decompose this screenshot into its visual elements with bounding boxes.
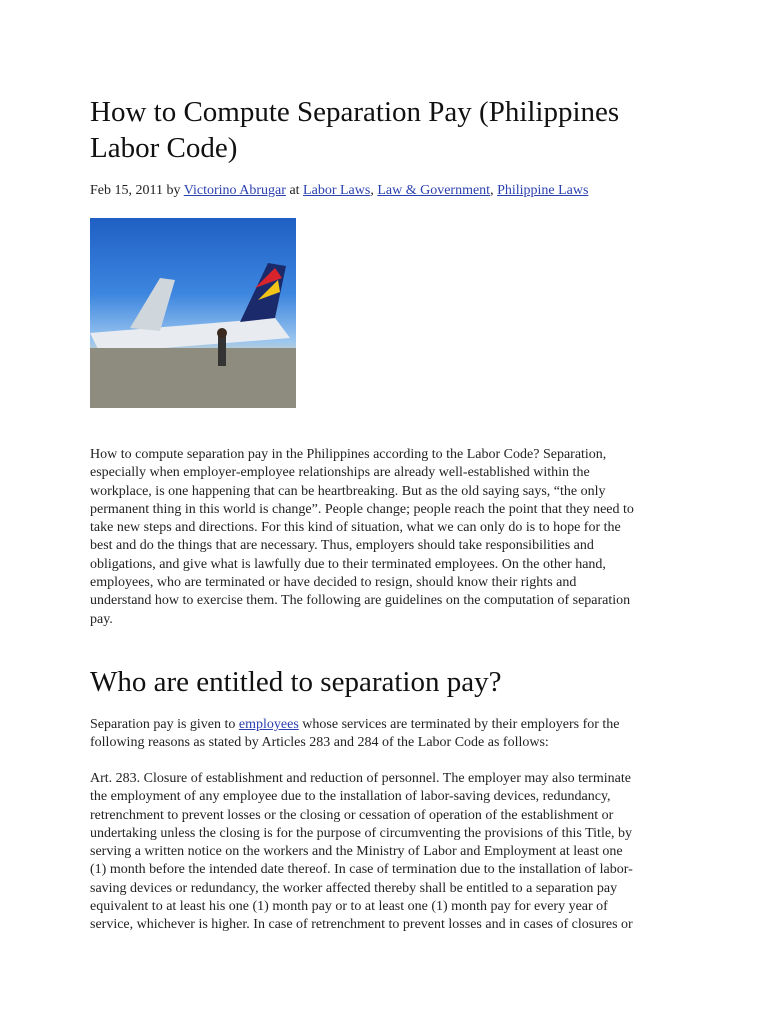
text-line: best and do the things that are necessary. Thus, employers should take responsibilities and xyxy=(90,538,594,554)
text-line xyxy=(90,716,620,734)
meta-text: by xyxy=(162,183,184,198)
intro-paragraph xyxy=(90,446,634,629)
category-link[interactable]: Philippine Laws xyxy=(497,183,589,198)
title-line: How to Compute Separation Pay (Philippines xyxy=(90,96,620,128)
text-line: (1) month before the intended date thereof. In case of termination due to the installation of labor- xyxy=(90,862,633,878)
text: Separation pay is given to xyxy=(90,717,239,732)
meta-text: at xyxy=(285,183,304,198)
post-meta xyxy=(90,183,588,199)
section-heading: Who are entitled to separation pay? xyxy=(90,666,502,698)
category-link[interactable]: Labor Laws xyxy=(303,183,371,198)
text-line: understand how to exercise them. The following are guidelines on the computation of separation xyxy=(90,593,631,609)
text-line: undertaking unless the closing is for the purpose of circumventing the provisions of this Title, by xyxy=(90,825,633,841)
text-line: equivalent to at least his one (1) month pay or to at least one (1) month pay for every year of xyxy=(90,899,608,915)
text-line: workplace, is one happening that can be heartbreaking. But as the old saying says, “the only xyxy=(90,483,606,499)
text-line: serving a written notice on the workers and the Ministry of Labor and Employment at least one xyxy=(90,844,623,860)
author-link[interactable]: Victorino Abrugar xyxy=(183,183,286,198)
text-line: following reasons as stated by Articles 283 and 284 of the Labor Code as follows: xyxy=(90,735,549,751)
text-line: the employment of any employee due to the installation of labor-saving devices, redundancy, xyxy=(90,789,611,805)
text-line: Art. 283. Closure of establishment and reduction of personnel. The employer may also terminate xyxy=(90,771,631,786)
text-line: pay. xyxy=(90,611,113,627)
text-line: saving devices or redundancy, the worker affected thereby shall be entitled to a separation pay xyxy=(90,880,618,896)
text-line: obligations, and give what is lawfully due to their terminated employees. On the other hand, xyxy=(90,556,606,572)
title-line: Labor Code) xyxy=(90,132,238,164)
page-title xyxy=(90,94,690,166)
airplane-icon xyxy=(90,218,296,408)
text-line: employees, who are terminated or have decided to resign, should know their rights and xyxy=(90,575,577,591)
entitled-paragraph xyxy=(90,716,620,753)
text-line: How to compute separation pay in the Philippines according to the Labor Code? Separation, xyxy=(90,447,607,462)
post-date: Feb 15, 2011 xyxy=(90,183,163,198)
airplane-photo xyxy=(90,218,296,408)
meta-text: , xyxy=(490,183,498,198)
article-283-paragraph xyxy=(90,770,633,935)
text-line: retrenchment to prevent losses or the closing or cessation of operation of the establishment or xyxy=(90,807,614,823)
text-line: service, whichever is higher. In case of retrenchment to prevent losses and in cases of closures or xyxy=(90,917,633,933)
category-link[interactable]: Law & Government xyxy=(377,183,491,198)
employees-link[interactable]: employees xyxy=(238,717,299,732)
text-line: especially when employer-employee relationships are already well-established within the xyxy=(90,465,590,481)
text-line: take new steps and directions. For this kind of situation, what we can only do is to hope for the xyxy=(90,520,621,536)
meta-text: , xyxy=(370,183,378,198)
text: whose services are terminated by their employers for the xyxy=(298,717,620,732)
text-line: permanent thing in this world is change”. People change; people reach the point that they need to xyxy=(90,501,634,517)
